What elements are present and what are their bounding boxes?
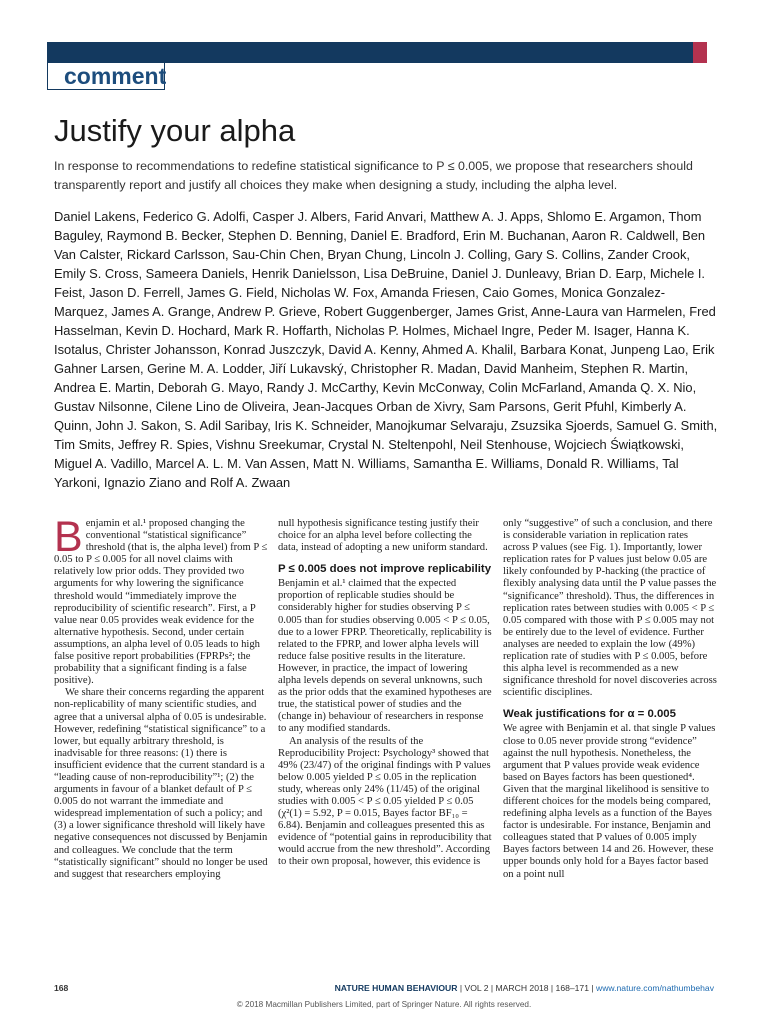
paragraph: enjamin et al.¹ proposed changing the conventional “statistical significance” threshold (that is, the alpha level) from P ≤ 0.05 to P ≤ 0.005 for all novel claims with relatively low prior odds. They provided two arguments for why lowering the significance threshold would “immediately improve the reproducibility of scientific research”. First, a P value near 0.05 provides weak evidence for the alternative hypothesis. Second, under certain assumptions, an alpha level of 0.05 leads to high false positive report probabilities (FPRPs²; the probability that a significant finding is a false positive).	[54, 518, 268, 687]
section-heading: P ≤ 0.005 does not improve replicability	[278, 563, 492, 576]
section-label: comment	[64, 63, 167, 89]
body-column-2	[278, 518, 492, 869]
journal-url-link[interactable]: www.nature.com/nathumbehav	[596, 983, 714, 993]
standfirst: In response to recommendations to redefine statistical significance to P ≤ 0.005, we propose that researchers should transparently report and justify all choices they make when designing a study, including the alpha level.	[54, 159, 693, 192]
journal-info	[335, 983, 714, 993]
page-footer	[54, 983, 714, 997]
paragraph: only “suggestive” of such a conclusion, and there is considerable variation in replication rates across P values (see Fig. 1). Importantly, lower replication rates for P values just below 0.05 are likely confounded by P-hacking (the practice of flexibly analysing data until the P value passes the “significance” threshold). Thus, the differences in replication rates between studies with 0.005 < P ≤ 0.05 compared with those with P ≤ 0.005 may not be entirely due to the level of evidence. Further analyses are needed to explain the low (49%) replication rate of studies with P ≤ 0.005, before this alpha level is recommended as a new significance threshold for novel discoveries across scientific disciplines.	[503, 518, 717, 699]
paragraph: We agree with Benjamin et al. that single P values close to 0.05 never provide strong “evidence” against the null hypothesis. Nonetheless, the argument that P values provide weak evidence based on Bayes factors has been questioned⁴. Given that the marginal likelihood is sensitive to different choices for the models being compared, redefining alpha levels as a function of the Bayes factor is undesirable. For instance, Benjamin and colleagues stated that P values of 0.005 imply Bayes factors between 14 and 26. However, these upper bounds only hold for a Bayes factor based on a point null	[503, 723, 716, 880]
article-title: Justify your alpha	[54, 113, 296, 148]
header-accent-block	[693, 42, 707, 63]
author-list: Daniel Lakens, Federico G. Adolfi, Casper J. Albers, Farid Anvari, Matthew A. J. Apps, Shlomo E. Argamon, Thom Baguley, Raymond B. Becker, Stephen D. Benning, Daniel E. Bradford, Erin M. Buchanan, Aaron R. Caldwell, Ben Van Calster, Rickard Carlsson, Sau-Chin Chen, Bryan Chung, Lincoln J. Colling, Gary S. Collins, Zander Crook, Emily S. Cross, Sameera Daniels, Henrik Danielsson, Lisa DeBruine, Daniel J. Dunleavy, Brian D. Earp, Michele I. Feist, Jason D. Ferrell, James G. Field, Nicholas W. Fox, Amanda Friesen, Caio Gomes, Monica Gonzalez-Marquez, James A. Grange, Andrew P. Grieve, Robert Guggenberger, James Grist, Anne-Laura van Harmelen, Fred Hasselman, Kevin D. Hochard, Mark R. Hoffarth, Nicholas P. Holmes, Michael Ingre, Peder M. Isager, Hanna K. Isotalus, Christer Johansson, Konrad Juszczyk, David A. Kenny, Ahmed A. Khalil, Barbara Konat, Junpeng Lao, Erik Gahner Larsen, Gerine M. A. Lodder, Jiří Lukavský, Christopher R. Madan, David Manheim, Stephen R. Martin, Andrea E. Martin, Deborah G. Mayo, Randy J. McCarthy, Kevin McConway, Colin McFarland, Amanda Q. X. Nio, Gustav Nilsonne, Cilene Lino de Oliveira, Jean-Jacques Orban de Xivry, Sam Parsons, Gerit Pfuhl, Kimberly A. Quinn, John J. Sakon, S. Adil Saribay, Iris K. Schneider, Manojkumar Selvaraju, Zsuzsika Sjoerds, Samuel G. Smith, Tim Smits, Jeffrey R. Spies, Vishnu Sreekumar, Crystal N. Steltenpohl, Neil Stenhouse, Wojciech Świątkowski, Miguel A. Vadillo, Marcel A. L. M. Van Assen, Matt N. Williams, Samantha E. Williams, Donald R. Williams, Tal Yarkoni, Ignazio Ziano and Rolf A. Zwaan	[54, 209, 718, 490]
paragraph: We share their concerns regarding the apparent non-replicability of many scientific studies, and agree that a universal alpha of 0.05 is undesirable. However, redefining “statistical significance” to a lower, but equally arbitrary threshold, is inadvisable for three reasons: (1) there is insufficient evidence that the current standard is a “leading cause of non-reproducibility”¹; (2) the arguments in favour of a blanket default of P ≤ 0.005 do not warrant the immediate and widespread implementation of such a policy; and (3) a lower significance threshold will likely have negative consequences not discussed by Benjamin and colleagues. We conclude that the term “statistically significant” should no longer be used and suggest that researchers employing	[54, 687, 268, 880]
page-number: 168	[54, 983, 69, 993]
paragraph: An analysis of the results of the Reproducibility Project: Psychology³ showed that 49% (23/47) of the original findings with P values below 0.005 yielded P ≤ 0.05 in the replication study, whereas only 24% (11/45) of the original studies with 0.005 < P ≤ 0.05 yielded P ≤ 0.05 (χ²(1) = 5.92, P = 0.015, Bayes factor BF₁₀ = 6.84). Benjamin and colleagues presented this as evidence of “potential gains in reproducibility that would accrue from the new threshold”. According to their own proposal, however, this evidence is	[278, 735, 492, 868]
drop-cap: B	[54, 513, 83, 561]
volume-info: | VOL 2 | MARCH 2018 | 168–171 |	[457, 983, 596, 993]
body-column-1	[54, 513, 268, 881]
copyright-notice: © 2018 Macmillan Publishers Limited, part of Springer Nature. All rights reserved.	[236, 1000, 532, 1009]
body-column-3	[503, 518, 717, 881]
section-header-bar	[47, 42, 707, 63]
section-tag	[47, 63, 165, 90]
journal-name: NATURE HUMAN BEHAVIOUR	[334, 983, 458, 993]
paragraph: null hypothesis significance testing justify their choice for an alpha level before collecting the data, instead of adopting a new uniform standard.	[278, 518, 488, 554]
section-heading: Weak justifications for α = 0.005	[503, 708, 676, 721]
paragraph: Benjamin et al.¹ claimed that the expected proportion of replicable studies should be considerably higher for studies observing P ≤ 0.005 than for studies observing 0.005 < P ≤ 0.05, due to a lower FPRP. Theoretically, replicability is related to the FPRP, and lower alpha levels will reduce false positive results in the literature. However, in practice, the impact of lowering alpha levels depends on several unknowns, such as the prior odds that the examined hypotheses are true, the statistical power of studies and the (change in) behaviour of researchers in response to any modified standards.	[278, 578, 492, 735]
